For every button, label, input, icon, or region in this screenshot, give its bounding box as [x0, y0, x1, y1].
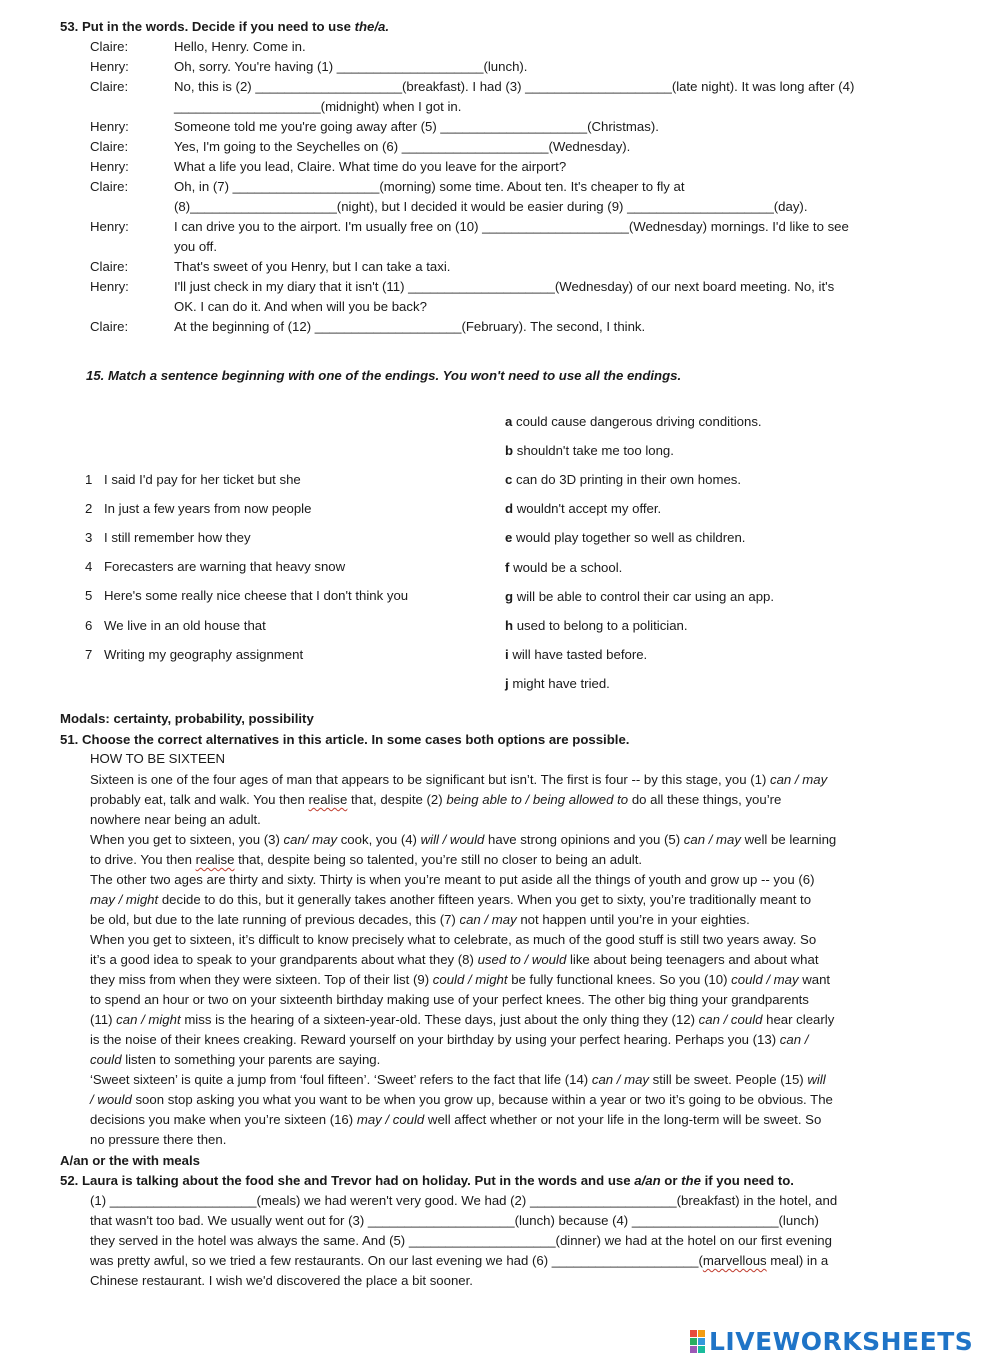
article-line	[90, 830, 950, 850]
beginning-text: We live in an old house that	[104, 617, 266, 633]
speaker-label: Henry:	[90, 219, 129, 234]
speaker-label: Henry:	[90, 119, 129, 134]
option-pair: may / might	[90, 892, 159, 907]
dialogue-line: I'll just check in my diary that it isn't (11) ____________________(Wednesday) of our next board meeting. No, it's	[174, 279, 835, 294]
beginning-number: 4	[85, 559, 93, 575]
exercise-52-text	[90, 1191, 950, 1291]
dialogue-line: (8)____________________(night), but I decided it would be easier during (9) ____________________(day).	[174, 199, 808, 214]
dialogue-line: What a life you lead, Claire. What time do you leave for the airport?	[174, 159, 567, 174]
text-run: well be learning	[740, 832, 837, 847]
option-pair: will / would	[420, 832, 485, 847]
beginning-number: 5	[85, 588, 93, 604]
text-run: When you get to sixteen, it’s difficult to know precisely what to celebrate, as much of the good stuff is still two years away. So	[90, 932, 817, 947]
text-run: to spend an hour or two on your sixteenth birthday making use of your perfect knees. The other big thing your grandparents	[90, 992, 809, 1007]
text-run: (1) ____________________(meals) we had weren't very good. We had (2) ____________________(breakfast) in the hotel, and	[90, 1193, 838, 1208]
text-run: that wasn't too bad. We usually went out for (3) ____________________(lunch) because (4) ____________________(lunch)	[90, 1213, 819, 1228]
option-pair: can/ may	[283, 832, 338, 847]
text-run: soon stop asking you what you want to be when you grow up, because within a year or two it’s going to be obvious. The	[131, 1092, 833, 1107]
exercise-15-title: 15. Match a sentence beginning with one of the endings. You won't need to use all the endings.	[86, 368, 682, 383]
article-line	[90, 1110, 950, 1130]
article-line	[90, 1030, 950, 1050]
text-run: hear clearly	[762, 1012, 835, 1027]
ending-text: can do 3D printing in their own homes.	[512, 472, 742, 488]
beginning-text: Here's some really nice cheese that I don't think you	[104, 588, 409, 604]
option-pair: / would	[90, 1092, 132, 1107]
dialogue-line: Someone told me you're going away after (5) ____________________(Christmas).	[174, 119, 659, 134]
text-run: they miss from when they were sixteen. Top of their list (9)	[90, 972, 433, 987]
text-run: was pretty awful, so we tried a few restaurants. On our last evening we had (6) ____________________(	[90, 1253, 703, 1268]
logo-square	[690, 1330, 697, 1337]
section-heading-modals: Modals: certainty, probability, possibility	[60, 711, 314, 726]
option-pair: can / may	[591, 1072, 650, 1087]
dialogue-line: No, this is (2) ____________________(breakfast). I had (3) ____________________(late night). It was long after (4)	[174, 79, 855, 94]
text-run: still be sweet. People (15)	[649, 1072, 808, 1087]
text-run: probably eat, talk and walk. You then	[90, 792, 309, 807]
ending-item	[505, 674, 610, 694]
spellcheck-word: realise	[308, 792, 348, 807]
text-run: Chinese restaurant. I wish we'd discovered the place a bit sooner.	[90, 1273, 473, 1288]
article-line	[90, 870, 950, 890]
speaker-label: Claire:	[90, 79, 129, 94]
spellcheck-word: marvellous	[702, 1253, 767, 1268]
option-pair: being able to / being allowed to	[446, 792, 629, 807]
dialogue-line: Oh, sorry. You're having (1) ____________________(lunch).	[174, 59, 528, 74]
text-run: nowhere near being an adult.	[90, 812, 261, 827]
exercise-51-title: 51. Choose the correct alternatives in this article. In some cases both options are possible.	[60, 732, 630, 747]
speaker-label: Claire:	[90, 259, 129, 274]
option-pair: can / may	[683, 832, 741, 847]
logo-mark-icon	[690, 1330, 705, 1353]
beginning-text: Forecasters are warning that heavy snow	[104, 559, 346, 575]
exercise-53-title: 53. Put in the words. Decide if you need to use the/a.	[60, 19, 390, 34]
text-run: they served in the hotel was always the same. And (5) ____________________(dinner) we had at the hotel on our first evening	[90, 1233, 832, 1248]
dialogue-line: OK. I can do it. And when will you be back?	[174, 299, 427, 314]
ending-letter: g	[505, 588, 514, 604]
speaker-label: Henry:	[90, 59, 129, 74]
ending-text: might have tried.	[508, 675, 610, 691]
logo-square	[698, 1346, 705, 1353]
beginning-number: 3	[85, 530, 93, 546]
ending-item	[505, 412, 762, 432]
beginning-text: I still remember how they	[104, 530, 251, 546]
text-run: listen to something your parents are saying.	[121, 1052, 381, 1067]
option-pair: can / might	[116, 1012, 181, 1027]
article-line	[90, 1050, 950, 1070]
speaker-label: Claire:	[90, 39, 129, 54]
speaker-label: Claire:	[90, 179, 129, 194]
text-run: to drive. You then	[90, 852, 196, 867]
article-line	[90, 850, 950, 870]
section-heading-meals: A/an or the with meals	[60, 1153, 200, 1168]
beginning-text: I said I'd pay for her ticket but she	[104, 472, 301, 487]
text-run: not happen until you’re in your eighties.	[516, 912, 750, 927]
article-line	[90, 1070, 950, 1090]
beginning-number: 7	[85, 646, 93, 662]
text-run: do all these things, you’re	[628, 792, 782, 807]
article-line	[90, 1090, 950, 1110]
article-line	[90, 950, 950, 970]
text-run: be fully functional knees. So you (10)	[507, 972, 732, 987]
text-run: (11)	[90, 1012, 117, 1027]
ending-item	[505, 587, 774, 607]
dialogue-line: That's sweet of you Henry, but I can take a taxi.	[174, 259, 451, 274]
text-run: ‘Sweet sixteen’ is quite a jump from ‘foul fifteen’. ‘Sweet’ refers to the fact that life (14)	[90, 1072, 592, 1087]
logo-square	[698, 1330, 705, 1337]
spellcheck-word: realise	[195, 852, 235, 867]
ending-item	[505, 470, 741, 490]
dialogue-line: you off.	[174, 239, 218, 254]
liveworksheets-logo: LIVEWORKSHEETS	[690, 1326, 973, 1356]
logo-square	[690, 1346, 697, 1353]
exercise-52-line	[90, 1251, 950, 1271]
ending-item	[505, 558, 622, 578]
dialogue-line: At the beginning of (12) ____________________(February). The second, I think.	[174, 319, 646, 334]
option-pair: used to / would	[477, 952, 567, 967]
ending-item	[505, 528, 745, 548]
exercise-52-line	[90, 1191, 950, 1211]
ending-text: used to belong to a politician.	[513, 617, 688, 633]
text-run: want	[798, 972, 831, 987]
text-run: that, despite (2)	[347, 792, 447, 807]
option-pair: will	[807, 1072, 826, 1087]
text-run: it’s a good idea to speak to your grandparents about what they (8)	[90, 952, 478, 967]
dialogue-line: I can drive you to the airport. I'm usually free on (10) ____________________(Wednesday) mornings. I'd like to see	[174, 219, 849, 234]
ending-letter: e	[505, 530, 513, 546]
article-line	[90, 930, 950, 950]
article-line	[90, 770, 950, 790]
article-line	[90, 790, 950, 810]
ending-text: wouldn't accept my offer.	[513, 501, 662, 517]
text-run: miss is the hearing of a sixteen-year-old. These days, just about the only thing they (12)	[180, 1012, 699, 1027]
ending-text: will have tasted before.	[508, 646, 648, 662]
ending-letter: h	[505, 617, 514, 633]
article-line	[90, 810, 950, 830]
ending-item	[505, 499, 661, 519]
option-pair: may / could	[356, 1112, 425, 1127]
article-heading: HOW TO BE SIXTEEN	[90, 751, 226, 766]
ending-letter: j	[505, 675, 509, 691]
text-run: is the noise of their knees creaking. Reward yourself on your birthday by using your perfect hearing. Perhaps you (13)	[90, 1032, 780, 1047]
text-run: be old, but due to the late running of previous decades, this (7)	[90, 912, 460, 927]
ending-item	[505, 616, 688, 636]
dialogue-line: ____________________(midnight) when I got in.	[174, 99, 462, 114]
article-line	[90, 910, 950, 930]
article-line	[90, 1010, 950, 1030]
text-run: cook, you (4)	[337, 832, 421, 847]
dialogue-line: Yes, I'm going to the Seychelles on (6) ____________________(Wednesday).	[174, 139, 631, 154]
ending-item	[505, 645, 647, 665]
beginning-number: 1	[85, 472, 93, 487]
speaker-label: Claire:	[90, 319, 129, 334]
option-pair: could / might	[432, 972, 508, 987]
article-body	[90, 770, 950, 1150]
article-line	[90, 990, 950, 1010]
text-run: no pressure there then.	[90, 1132, 227, 1147]
text-run: like about being teenagers and about what	[566, 952, 819, 967]
text-run: have strong opinions and you (5)	[484, 832, 684, 847]
ending-letter: c	[505, 472, 513, 488]
ending-letter: a	[505, 414, 513, 429]
exercise-52-line	[90, 1211, 950, 1231]
article-line	[90, 890, 950, 910]
option-pair: can /	[779, 1032, 809, 1047]
exercise-52-line	[90, 1231, 950, 1251]
option-pair: can / may	[459, 912, 517, 927]
text-run: The other two ages are thirty and sixty. Thirty is when you’re meant to put aside all the things of youth and grow up -- you (6)	[90, 872, 815, 887]
speaker-label: Henry:	[90, 159, 129, 174]
text-run: Sixteen is one of the four ages of man that appears to be significant but isn’t. The first is four -- by this stage, you (1)	[90, 772, 770, 787]
exercise-52-title: 52. Laura is talking about the food she and Trevor had on holiday. Put in the words and use a/an or the if you need to.	[60, 1173, 794, 1188]
ending-letter: d	[505, 501, 514, 517]
ending-text: shouldn't take me too long.	[513, 443, 674, 459]
exercise-52-line	[90, 1271, 950, 1291]
ending-letter: f	[505, 559, 510, 575]
text-run: meal) in a	[766, 1253, 829, 1268]
ending-letter: b	[505, 443, 514, 459]
text-run: decisions you make when you’re sixteen (16)	[90, 1112, 357, 1127]
option-pair: can / could	[698, 1012, 763, 1027]
text-run: decide to do this, but it generally takes another fifteen years. When you get to sixty, you’re traditionally meant to	[158, 892, 812, 907]
text-run: well affect whether or not your life in the long-term will be sweet. So	[424, 1112, 822, 1127]
option-pair: could	[90, 1052, 122, 1067]
ending-letter: i	[505, 646, 509, 662]
article-line	[90, 1130, 950, 1150]
beginning-text: In just a few years from now people	[104, 501, 312, 517]
ending-text: would be a school.	[509, 559, 623, 575]
option-pair: could / may	[731, 972, 799, 987]
ending-text: would play together so well as children.	[512, 530, 746, 546]
article-line	[90, 970, 950, 990]
dialogue-line: Oh, in (7) ____________________(morning) some time. About ten. It's cheaper to fly at	[174, 179, 685, 194]
ending-item	[505, 441, 674, 461]
text-run: When you get to sixteen, you (3)	[90, 832, 284, 847]
beginning-text: Writing my geography assignment	[104, 646, 304, 662]
dialogue-line: Hello, Henry. Come in.	[174, 39, 306, 54]
logo-square	[698, 1338, 705, 1345]
ending-text: could cause dangerous driving conditions.	[512, 414, 762, 429]
speaker-label: Henry:	[90, 279, 129, 294]
option-pair: can / may	[770, 772, 828, 787]
text-run: that, despite being so talented, you’re still no closer to being an adult.	[234, 852, 643, 867]
ending-text: will be able to control their car using an app.	[513, 588, 775, 604]
speaker-label: Claire:	[90, 139, 129, 154]
beginning-number: 2	[85, 501, 93, 517]
beginning-number: 6	[85, 617, 93, 633]
logo-square	[690, 1338, 697, 1345]
